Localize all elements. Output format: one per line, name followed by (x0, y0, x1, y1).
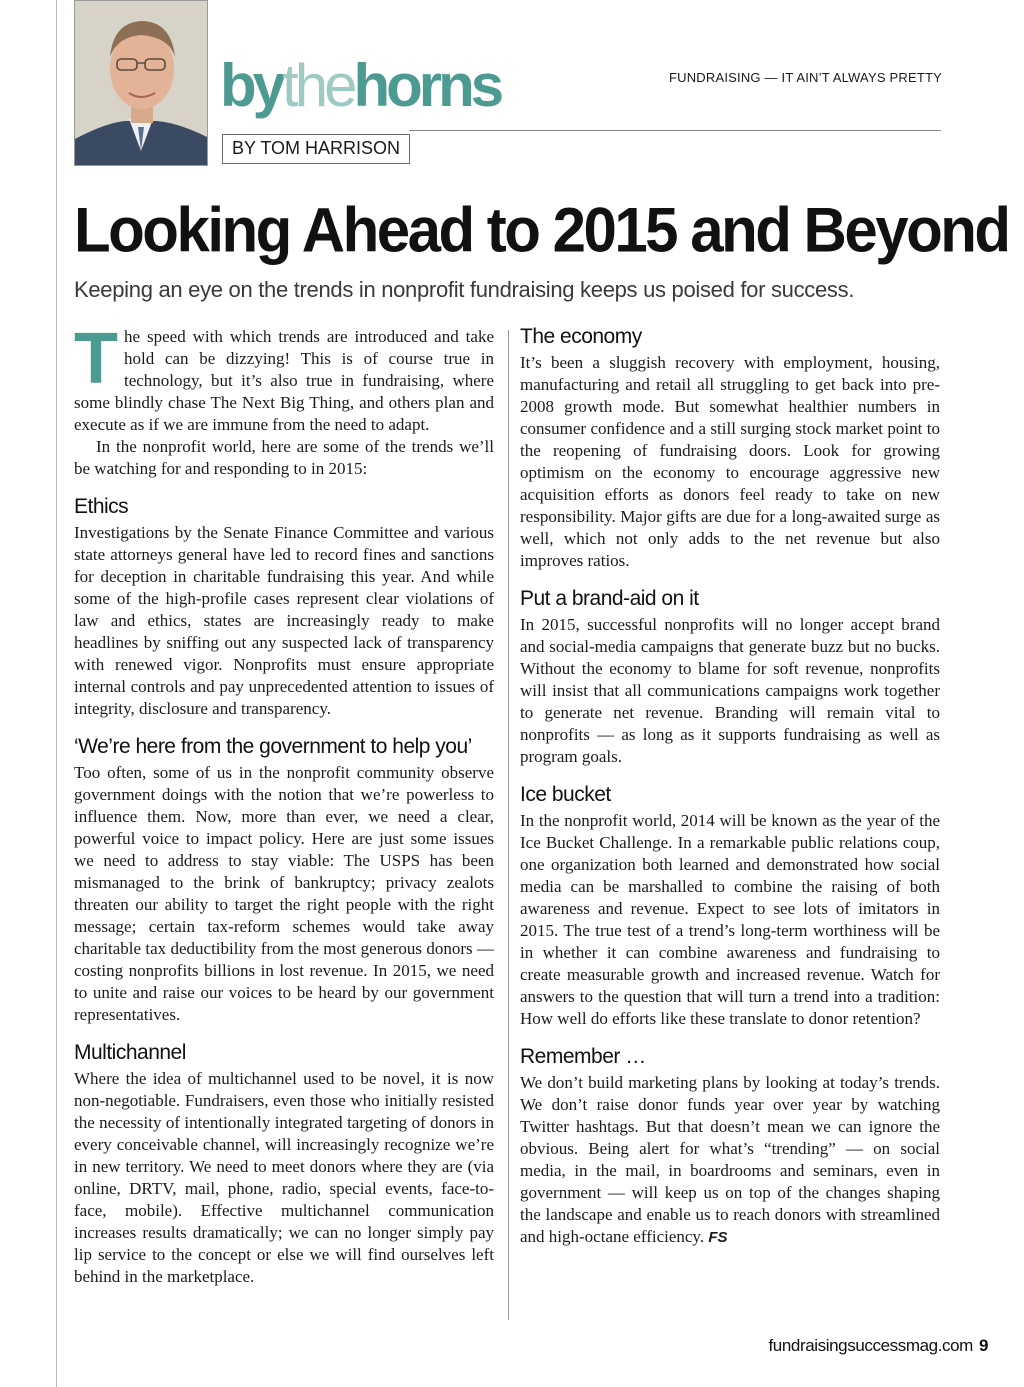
logo-by: by (220, 52, 283, 119)
section-heading-remember: Remember … (520, 1045, 646, 1068)
right-column (520, 324, 940, 1249)
article-title: Looking Ahead to 2015 and Beyond (74, 194, 1009, 266)
section-heading-government: ‘We’re here from the government to help you’ (74, 735, 472, 758)
header-rule (409, 130, 941, 131)
column-logo (220, 52, 501, 119)
section-body-economy: It’s been a sluggish recovery with employment, housing, manufacturing and retail all struggling to get back into pre-2008 growth mode. But somewhat healthier numbers in consumer confidence and a still surging stock market point to the reopening of fundraising doors. Look for growing optimism on the economy to encourage aggressive new acquisition efforts as donors feel ready to take on new responsibility. Major gifts are due for a long-awaited surge as well, which not only adds to the net revenue but also improves ratios. (520, 353, 940, 570)
signoff-mark: FS (708, 1229, 728, 1246)
section-heading-brand-aid: Put a brand-aid on it (520, 587, 699, 610)
intro-text-1: he speed with which trends are introduced and take hold can be dizzying! This is of course true in technology, but it’s also true in fundraising, where some blindly chase The Next Big Thing, and others plan and execute as if we are immune from the need to adapt. (74, 327, 494, 434)
left-column (74, 319, 494, 1288)
section-heading-ethics: Ethics (74, 495, 129, 518)
section-heading-economy: The economy (520, 325, 642, 348)
column-kicker: FUNDRAISING — IT AIN’T ALWAYS PRETTY (668, 70, 942, 85)
drop-cap: T (74, 319, 118, 399)
section-body-remember (520, 1072, 940, 1249)
section-heading-ice-bucket: Ice bucket (520, 783, 611, 806)
page-number: 9 (978, 1336, 988, 1355)
remember-text: We don’t build marketing plans by looking at today’s trends. We don’t raise donor funds year over year by watching Twitter hashtags. But that doesn’t mean we can ignore the obvious. Being alert for what’s “trending” — on social media, in the mail, in boardrooms and seminars, even in government — will keep us on top of the changes shaping the landscape and enable us to reach donors with streamlined and high-octane efficiency. (520, 1073, 940, 1246)
article-deck: Keeping an eye on the trends in nonprofit fundraising keeps us poised for success. (74, 277, 855, 302)
section-body-government: Too often, some of us in the nonprofit community observe government doings with the notion that we’re powerless to influence them. Now, more than ever, we need a clear, powerful voice to impact policy. Here are just some issues we need to address to stay viable: The USPS has been mismanaged to the brink of bankruptcy; privacy zealots threaten our ability to target the right people with the right message; certain tax-reform schemes would take away charitable tax deductibility from the most generous donors — costing nonprofits billions in lost revenue. In 2015, we need to unite and raise our voices to be heard by our government representatives. (74, 763, 494, 1024)
section-body-multichannel: Where the idea of multichannel used to be novel, it is now non-negotiable. Fundraisers, even those who initially resisted the necessity of intentionally integrated targeting of donors in every conceivable channel, will increasingly recognize we’re in new territory. We need to meet donors where they are (via online, DRTV, mail, phone, radio, special events, face-to-face, mobile). Effective multichannel communication increases results dramatically; we can no longer simply pay lip service to the concept or else we will find ourselves left behind in the marketplace. (74, 1069, 494, 1286)
intro-paragraph-2: In the nonprofit world, here are some of the trends we’ll be watching for and responding to in 2015: (74, 437, 494, 478)
page-left-rule (56, 0, 57, 1387)
section-body-brand-aid: In 2015, successful nonprofits will no longer accept brand and social-media campaigns that generate buzz but no bucks. Without the economy to blame for soft revenue, nonprofits will insist that all communications campaigns work together to generate net revenue. Branding will remain vital to nonprofits — as long as it supports fundraising as well as program goals. (520, 615, 940, 766)
section-body-ethics: Investigations by the Senate Finance Committee and various state attorneys general have led to record fines and sanctions for deception in charitable fundraising this year. And while some of the high-profile cases represent clear violations of law and ethics, states are increasingly ready to make headlines by sniffing out any suspected lack of transparency with renewed vigor. Nonprofits must ensure appropriate internal controls and pay unprecedented attention to issues of integrity, disclosure and transparency. (74, 523, 494, 718)
byline: BY TOM HARRISON (222, 134, 410, 164)
logo-horns: horns (353, 52, 501, 119)
intro-paragraph-1 (74, 319, 494, 436)
logo-the: the (282, 52, 354, 119)
page-footer (768, 1336, 988, 1356)
section-body-ice-bucket: In the nonprofit world, 2014 will be known as the year of the Ice Bucket Challenge. In a remarkable public relations coup, one organization both learned and demonstrated how social media can be marshalled to combine the raising of both awareness and revenue. Expect to see lots of imitators in 2015. The true test of a trend’s long-term worthiness will be in whether it can combine awareness and fundraising to create measurable growth and increased revenue. Watch for answers to the question that will turn a trend into a tradition: How well do efforts like these translate to donor retention? (520, 811, 940, 1028)
author-photo (74, 0, 208, 166)
column-divider (508, 330, 509, 1320)
section-heading-multichannel: Multichannel (74, 1041, 186, 1064)
footer-site: fundraisingsuccessmag.com (768, 1336, 973, 1355)
